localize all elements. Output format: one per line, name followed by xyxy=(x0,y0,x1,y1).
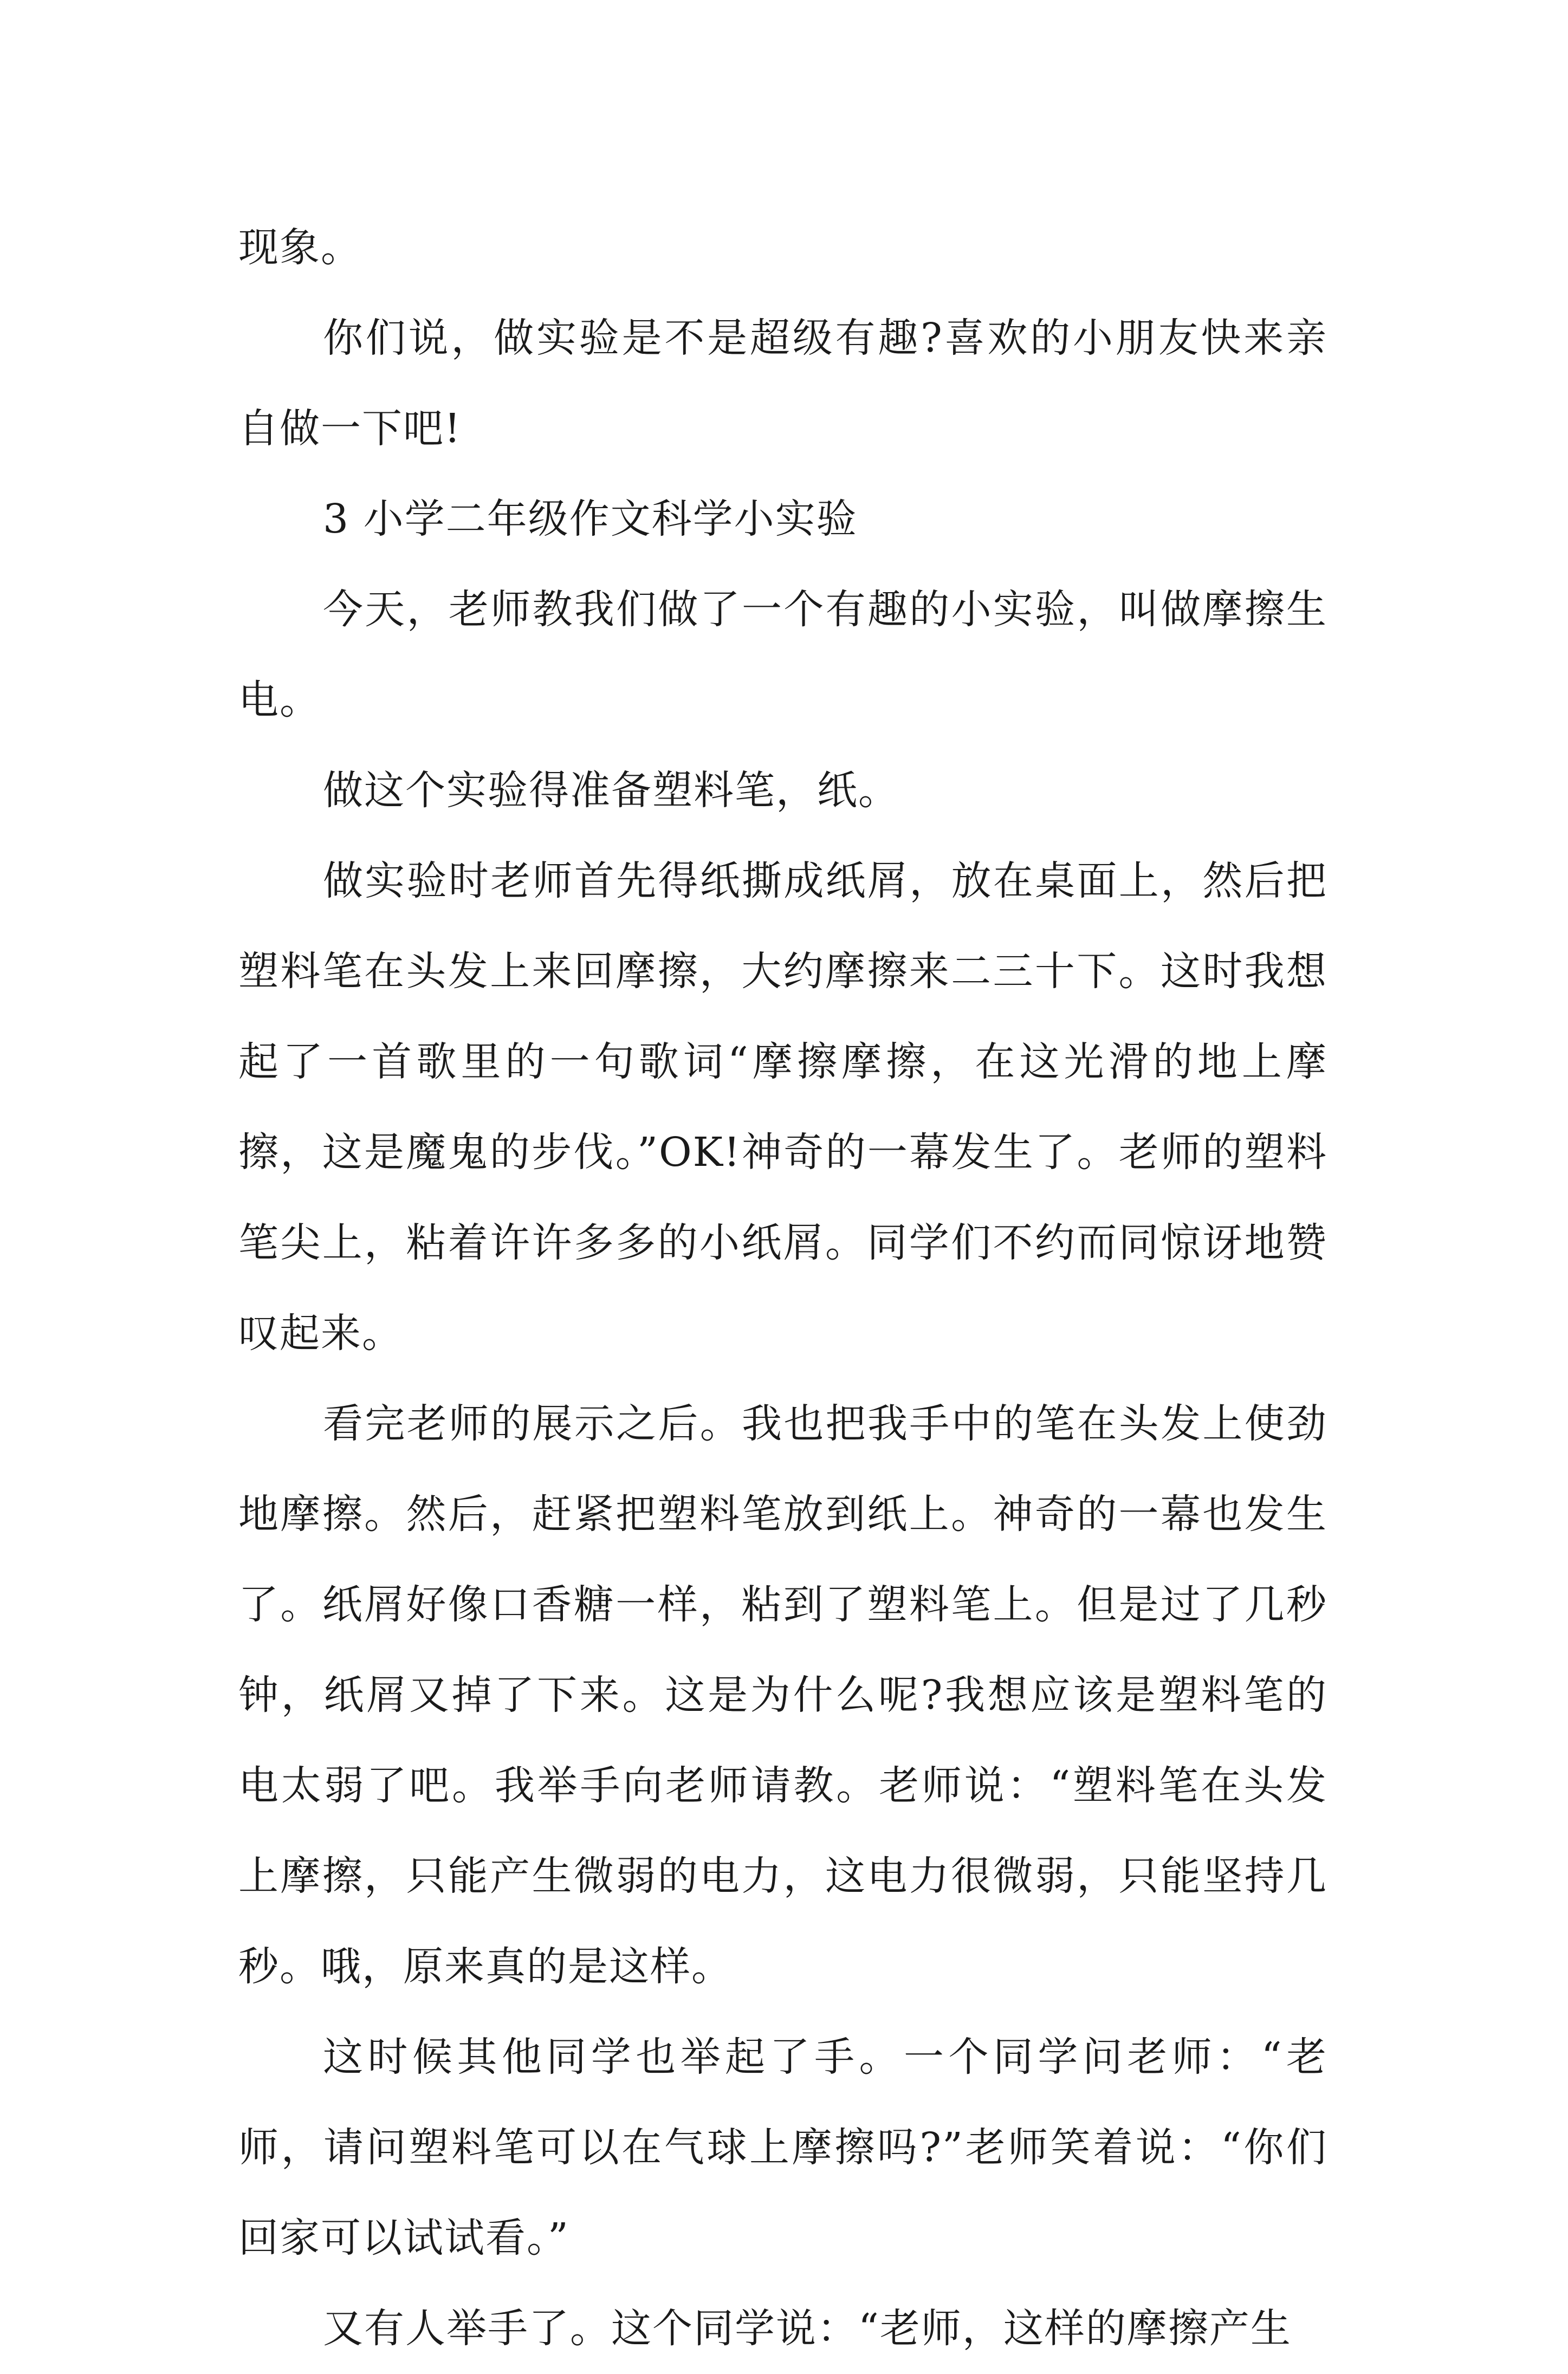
paragraph: 做实验时老师首先得纸撕成纸屑，放在桌面上，然后把塑料笔在头发上来回摩擦，大约摩擦来二三十下。这时我想起了一首歌里的一句歌词“摩擦摩擦，在这光滑的地上摩擦，这是魔鬼的步伐。”OK!神奇的一幕发生了。老师的塑料笔尖上，粘着许许多多的小纸屑。同学们不约而同惊讶地赞叹起来。 xyxy=(238,858,1327,1357)
paragraph: 你们说，做实验是不是超级有趣?喜欢的小朋友快来亲自做一下吧! xyxy=(238,315,1327,452)
paragraph: 做这个实验得准备塑料笔，纸。 xyxy=(323,767,899,814)
document-body xyxy=(238,203,1327,2374)
paragraph: 现象。 xyxy=(238,224,362,271)
paragraph: 今天，老师教我们做了一个有趣的小实验，叫做摩擦生电。 xyxy=(238,586,1327,723)
paragraph: 又有人举手了。这个同学说：“老师，这样的摩擦产生 xyxy=(323,2305,1292,2352)
paragraph: 看完老师的展示之后。我也把我手中的笔在头发上使劲地摩擦。然后，赶紧把塑料笔放到纸上。神奇的一幕也发生了。纸屑好像口香糖一样，粘到了塑料笔上。但是过了几秒钟，纸屑又掉了下来。这是为什么呢?我想应该是塑料笔的电太弱了吧。我举手向老师请教。老师说：“塑料笔在头发上摩擦，只能产生微弱的电力，这电力很微弱，只能坚持几秒。哦，原来真的是这样。 xyxy=(238,1400,1327,1990)
paragraph: 这时候其他同学也举起了手。一个同学问老师：“老师，请问塑料笔可以在气球上摩擦吗?”老师笑着说：“你们回家可以试试看。” xyxy=(238,2034,1327,2261)
section-heading: 3 小学二年级作文科学小实验 xyxy=(323,496,858,542)
